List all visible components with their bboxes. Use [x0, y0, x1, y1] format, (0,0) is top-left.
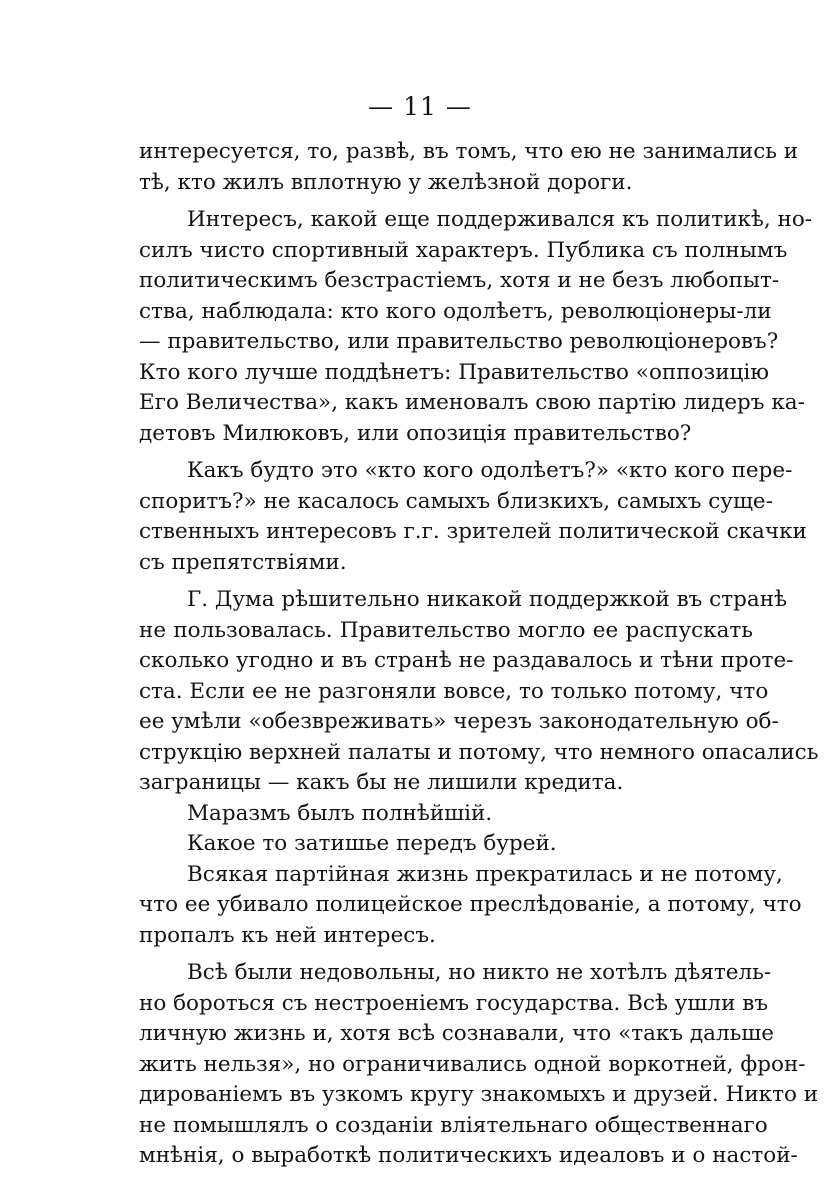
text-line: Какое то затишье передъ бурей.: [187, 831, 557, 856]
text-line: детовъ Милюковъ, или опозиція правительство?: [139, 420, 692, 446]
text-line: Интересъ, какой еще поддерживался къ политикѣ, но-: [187, 207, 813, 232]
text-line: не помышлялъ о созданіи вліятельнаго общественнаго: [139, 1112, 768, 1138]
text-line: личную жизнь и, хотя всѣ сознавали, что «такъ дальше: [139, 1021, 775, 1046]
text-line: Всѣ были недовольны, но никто не хотѣлъ дѣятель-: [187, 960, 772, 985]
body-text: [139, 137, 819, 1172]
text-line: ства, наблюдала: кто кого одолѣетъ, революціонеры-ли: [139, 298, 772, 324]
text-line: заграницы — какъ бы не лишили кредита.: [139, 770, 624, 795]
text-line: ственныхъ интересовъ г.г. зрителей политической скачки: [139, 519, 807, 544]
page-number: — 11 —: [368, 92, 472, 121]
text-line: съ препятствіями.: [139, 549, 347, 575]
text-line: пропалъ къ ней интересъ.: [139, 922, 436, 948]
text-line: — правительство, или правительство революціонеровъ?: [139, 329, 779, 354]
paragraph: [139, 456, 807, 578]
paragraph: [139, 958, 819, 1172]
text-line: Маразмъ былъ полнѣйшій.: [187, 800, 493, 826]
text-line: не пользовалась. Правительство могло ее распускать: [139, 617, 753, 643]
text-line: жить нельзя», но ограничивались одной воркотней, фрон-: [139, 1051, 806, 1077]
paragraph: [139, 799, 753, 830]
text-line: Кто кого лучше поддѣнетъ: Правительство «оппозицію: [139, 359, 769, 385]
paragraph: [139, 860, 802, 952]
text-line: дированіемъ въ узкомъ кругу знакомыхъ и друзей. Никто и: [139, 1082, 819, 1107]
paragraph: [139, 585, 819, 799]
text-line: ее умѣли «обезвреживать» черезъ законодательную об-: [139, 709, 779, 734]
text-line: Г. Дума рѣшительно никакой поддержкой въ странѣ: [187, 587, 787, 612]
text-line: споритъ?» не касалось самыхъ близкихъ, самыхъ суще-: [139, 488, 773, 514]
text-line: мнѣнія, о выработкѣ политическихъ идеаловъ и о настой-: [139, 1143, 798, 1168]
text-line: струкцію верхней палаты и потому, что немного опасались: [139, 739, 819, 765]
text-line: Его Величества», какъ именовалъ свою партію лидеръ ка-: [139, 390, 805, 415]
paragraph: [139, 205, 813, 449]
text-line: сколько угодно и въ странѣ не раздавалось и тѣни проте-: [139, 648, 794, 673]
text-line: силъ чисто спортивный характеръ. Публика съ полнымъ: [139, 237, 788, 263]
text-line: Какъ будто это «кто кого одолѣетъ?» «кто кого пере-: [187, 458, 793, 483]
text-line: интересуется, то, развѣ, въ томъ, что ею не занимались и: [139, 139, 799, 164]
text-line: тѣ, кто жилъ вплотную у желѣзной дороги.: [139, 169, 633, 195]
text-line: но бороться съ нестроеніемъ государства. Всѣ ушли въ: [139, 990, 769, 1016]
text-line: что ее убивало полицейское преслѣдованіе, а потому, что: [139, 892, 802, 917]
paragraph: [139, 137, 799, 198]
text-line: политическимъ безстрастіемъ, хотя и не безъ любопыт-: [139, 268, 780, 293]
text-line: Всякая партійная жизнь прекратилась и не потому,: [187, 861, 783, 887]
text-line: ста. Если ее не разгоняли вовсе, то только потому, что: [139, 678, 769, 704]
paragraph: [139, 829, 753, 860]
